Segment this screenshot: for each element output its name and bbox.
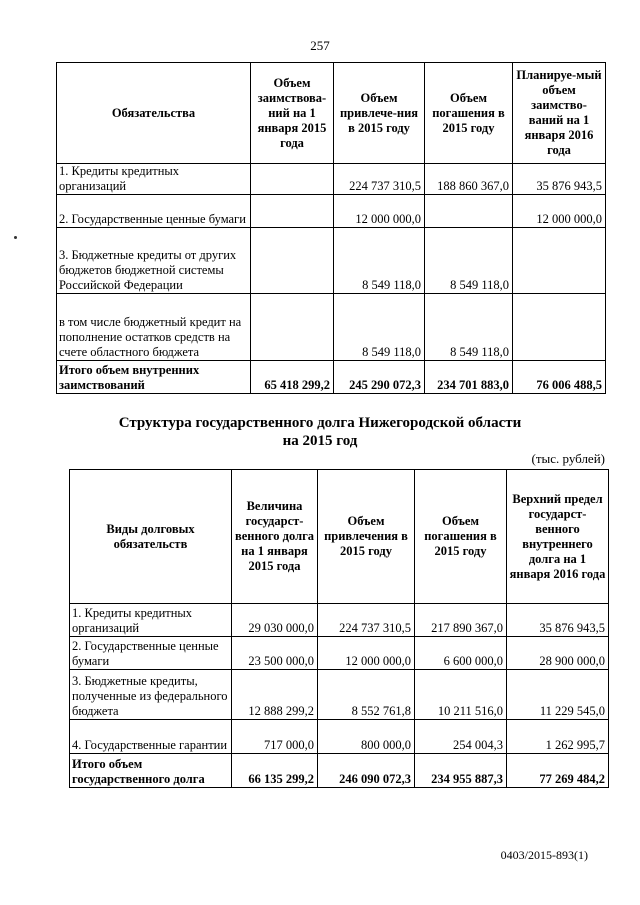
table-row [70, 720, 609, 754]
row-label: 2. Государственные ценные бумаги [70, 637, 232, 670]
cell-value [251, 228, 334, 294]
cell-value: 8 549 118,0 [425, 294, 513, 361]
table-row [57, 294, 606, 361]
cell-value: 12 888 299,2 [232, 670, 318, 720]
table-row [57, 164, 606, 195]
column-header: Величина государст-венного долга на 1 января 2015 года [232, 470, 318, 604]
cell-value: 35 876 943,5 [513, 164, 606, 195]
page-number: 257 [310, 38, 330, 53]
cell-value: 12 000 000,0 [334, 195, 425, 228]
column-header: Обязательства [57, 63, 251, 164]
column-header: Объем погашения в 2015 году [415, 470, 507, 604]
document-code: 0403/2015-893(1) [500, 848, 588, 862]
cell-value: 35 876 943,5 [507, 604, 609, 637]
total-label: Итого объем государственного долга [70, 754, 232, 788]
total-value: 234 701 883,0 [425, 361, 513, 394]
cell-value: 1 262 995,7 [507, 720, 609, 754]
total-label: Итого объем внутренних заимствований [57, 361, 251, 394]
cell-value: 6 600 000,0 [415, 637, 507, 670]
column-header: Верхний предел государст-венного внутреннего долга на 1 января 2016 года [507, 470, 609, 604]
cell-value [251, 195, 334, 228]
cell-value: 8 552 761,8 [318, 670, 415, 720]
column-header: Объем заимствова-ний на 1 января 2015 года [251, 63, 334, 164]
column-header: Объем погашения в 2015 году [425, 63, 513, 164]
debt-structure-table [69, 469, 609, 788]
total-value: 234 955 887,3 [415, 754, 507, 788]
table-header-row [57, 63, 606, 164]
row-label: в том числе бюджетный кредит на пополнение остатков средств на счете областного бюджета [57, 294, 251, 361]
table-row [70, 604, 609, 637]
table-total-row [70, 754, 609, 788]
table-row [70, 637, 609, 670]
total-value: 246 090 072,3 [318, 754, 415, 788]
total-value: 245 290 072,3 [334, 361, 425, 394]
row-label: 1. Кредиты кредитных организаций [70, 604, 232, 637]
cell-value: 800 000,0 [318, 720, 415, 754]
column-header: Объем привлече-ния в 2015 году [334, 63, 425, 164]
cell-value: 23 500 000,0 [232, 637, 318, 670]
table-total-row [57, 361, 606, 394]
cell-value: 29 030 000,0 [232, 604, 318, 637]
row-label: 1. Кредиты кредитных организаций [57, 164, 251, 195]
total-value: 66 135 299,2 [232, 754, 318, 788]
cell-value: 8 549 118,0 [334, 294, 425, 361]
cell-value [513, 294, 606, 361]
cell-value [251, 164, 334, 195]
cell-value: 224 737 310,5 [334, 164, 425, 195]
row-label: 3. Бюджетные кредиты от других бюджетов бюджетной системы Российской Федерации [57, 228, 251, 294]
cell-value [513, 228, 606, 294]
total-value: 77 269 484,2 [507, 754, 609, 788]
units-note: (тыс. рублей) [531, 451, 605, 466]
table-row [70, 670, 609, 720]
column-header: Виды долговых обязательств [70, 470, 232, 604]
section-heading-year: на 2015 год [282, 433, 358, 449]
cell-value: 12 000 000,0 [513, 195, 606, 228]
cell-value [425, 195, 513, 228]
borrowings-table [56, 62, 606, 394]
cell-value: 11 229 545,0 [507, 670, 609, 720]
table-row [57, 195, 606, 228]
stray-mark [14, 236, 17, 239]
cell-value: 10 211 516,0 [415, 670, 507, 720]
total-value: 65 418 299,2 [251, 361, 334, 394]
total-value: 76 006 488,5 [513, 361, 606, 394]
column-header: Планируе-мый объем заимство-ваний на 1 января 2016 года [513, 63, 606, 164]
column-header: Объем привлечения в 2015 году [318, 470, 415, 604]
row-label: 3. Бюджетные кредиты, полученные из федерального бюджета [70, 670, 232, 720]
row-label: 4. Государственные гарантии [70, 720, 232, 754]
cell-value [251, 294, 334, 361]
cell-value: 254 004,3 [415, 720, 507, 754]
cell-value: 217 890 367,0 [415, 604, 507, 637]
cell-value: 188 860 367,0 [425, 164, 513, 195]
cell-value: 717 000,0 [232, 720, 318, 754]
cell-value: 12 000 000,0 [318, 637, 415, 670]
row-label: 2. Государственные ценные бумаги [57, 195, 251, 228]
cell-value: 8 549 118,0 [425, 228, 513, 294]
section-heading: Структура государственного долга Нижегородской области [118, 415, 522, 431]
cell-value: 28 900 000,0 [507, 637, 609, 670]
cell-value: 8 549 118,0 [334, 228, 425, 294]
table-header-row [70, 470, 609, 604]
cell-value: 224 737 310,5 [318, 604, 415, 637]
table-row [57, 228, 606, 294]
